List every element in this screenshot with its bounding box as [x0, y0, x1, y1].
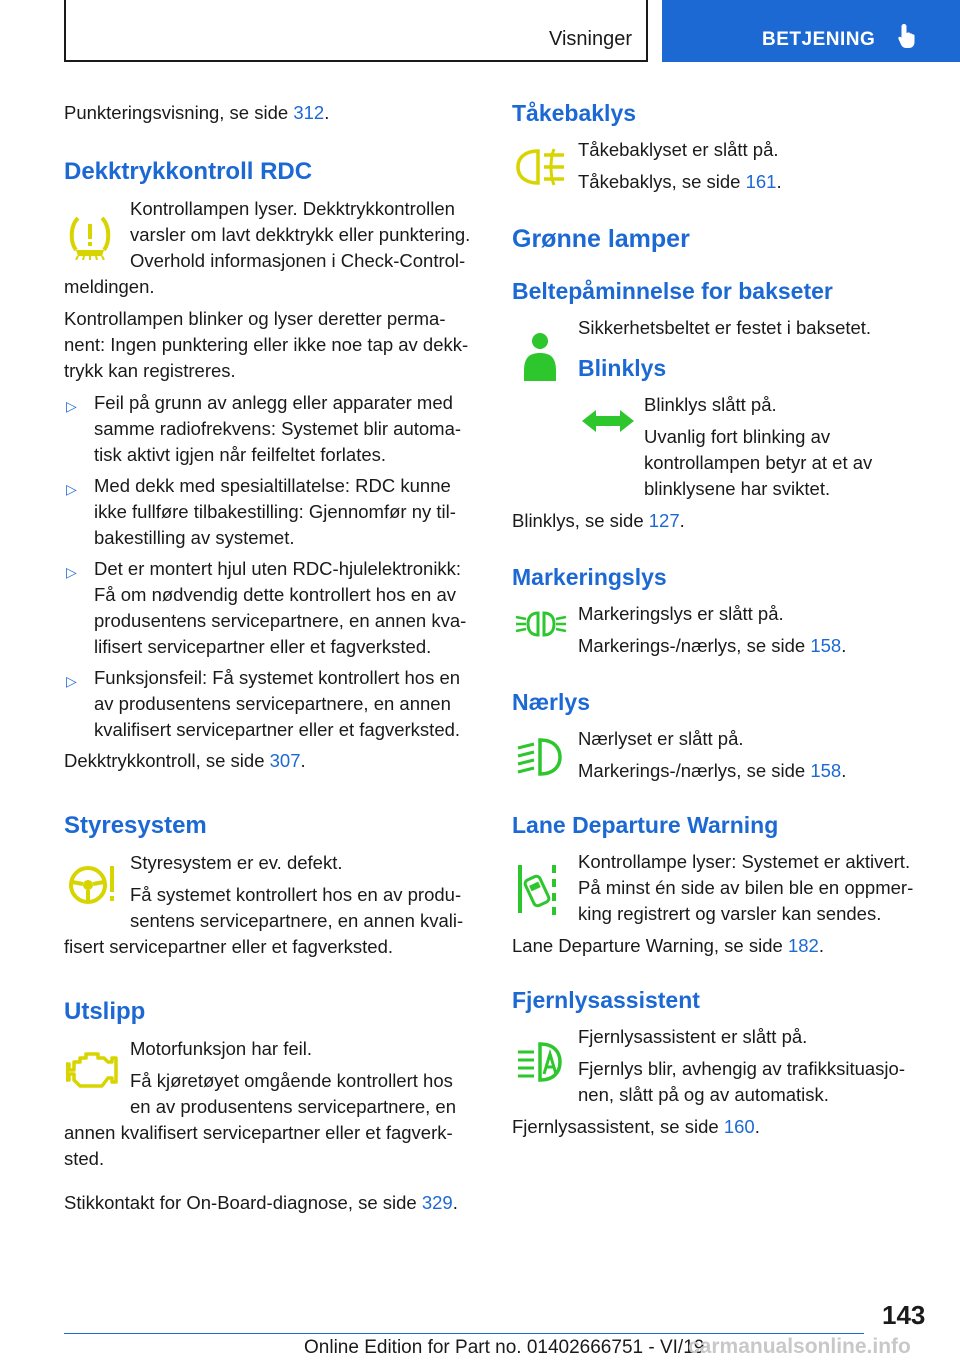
page-link[interactable]: 307	[269, 750, 301, 771]
page-link[interactable]: 312	[293, 102, 325, 123]
green-lamps-heading: Grønne lamper	[512, 225, 690, 253]
parking-heading: Markeringslys	[512, 564, 667, 590]
hba-ref: Fjernlysassistent, se side 160.	[512, 1116, 760, 1137]
header-chapter-title: BETJENING	[762, 29, 876, 50]
footer-edition: Online Edition for Part no. 01402666751 - VI/19	[304, 1337, 705, 1358]
page-link[interactable]: 158	[810, 635, 842, 656]
rdc-icon-wrap	[64, 196, 130, 272]
list-item: ▷ Feil på grunn av anlegg eller apparater med samme radiofrekvens: Systemet blir automatisk aktivt igjen når feilfeltet forlates.	[66, 392, 462, 465]
turn-ref: Blinklys, se side 127.	[512, 510, 685, 531]
steering-wheel-warning-icon	[66, 862, 118, 908]
triangle-bullet-icon: ▷	[66, 481, 77, 497]
rdc-ref: Dekktrykkontroll, se side 307.	[64, 750, 306, 771]
tire-pressure-warning-icon	[66, 212, 114, 260]
watermark: carmanualsonline.info	[688, 1335, 911, 1358]
page-link[interactable]: 158	[810, 760, 842, 781]
page-link[interactable]: 182	[787, 935, 819, 956]
low-beam-heading: Nærlys	[512, 689, 590, 715]
emission-icon-wrap	[64, 1036, 130, 1102]
parking-lights-icon	[514, 609, 568, 639]
seat-belt-person-icon	[520, 331, 568, 391]
fog-text1: Tåkebaklyset er slått på.	[578, 139, 779, 160]
page-link[interactable]: 329	[421, 1192, 453, 1213]
emission-text1: Motorfunksjon har feil.	[130, 1038, 313, 1059]
hba-text2: Fjernlys blir, avhengig av trafikksituasjonen, slått på og av automatisk.	[578, 1058, 905, 1105]
emission-ref: Stikkontakt for On-Board-diagnose, se side 329.	[64, 1192, 458, 1213]
page-number: 143	[882, 1300, 926, 1330]
parking-text2: Markerings-/nærlys, se side 158.	[578, 635, 847, 656]
fog-text2: Tåkebaklys, se side 161.	[578, 171, 782, 192]
rdc-text2: Kontrollampen blinker og lyser deretter permanent: Ingen punktering eller ikke noe tap av dekktrykk kan registreres.	[64, 308, 469, 381]
triangle-bullet-icon: ▷	[66, 564, 77, 580]
left-column	[64, 100, 478, 1216]
turn-icon-wrap	[578, 392, 644, 474]
low-beam-icon-wrap	[512, 726, 578, 780]
page-link[interactable]: 161	[745, 171, 777, 192]
steering-icon-wrap	[64, 850, 130, 914]
emission-heading: Utslipp	[64, 998, 146, 1025]
hba-text1: Fjernlysassistent er slått på.	[578, 1026, 808, 1047]
turn-heading: Blinklys	[578, 355, 667, 381]
page-link[interactable]: 127	[648, 510, 680, 531]
belt-heading: Beltepåminnelse for bakseter	[512, 278, 833, 304]
low-beam-text2: Markerings-/nærlys, se side 158.	[578, 760, 847, 781]
engine-warning-icon	[66, 1050, 120, 1090]
lane-icon-wrap	[512, 849, 578, 929]
footer-divider	[64, 1333, 864, 1334]
fog-heading: Tåkebaklys	[512, 100, 637, 126]
low-beam-icon	[514, 736, 564, 778]
tire-display-ref: Punkteringsvisning, se side 312.	[64, 102, 330, 123]
rdc-heading: Dekktrykkontroll RDC	[64, 158, 313, 185]
high-beam-assistant-icon	[514, 1036, 566, 1084]
turn-signal-arrows-icon	[580, 406, 636, 436]
hba-icon-wrap	[512, 1024, 578, 1100]
rdc-text: Kontrollampen lyser. Dekktrykkontrollen varsler om lavt dekktrykk eller punktering. Overhold informasjonen i Check-Control-meldingen.	[64, 198, 471, 297]
list-item: ▷ Funksjonsfeil: Få systemet kontrollert hos en av produsentens servicepartnere, en annen kvalifisert servicepartner eller et fagverksted.	[66, 667, 461, 740]
steering-heading: Styresystem	[64, 812, 207, 839]
lane-text: Kontrollampe lyser: Systemet er aktivert. På minst én side av bilen ble en oppmerking registrert og varsler kan sendes.	[578, 851, 914, 924]
page-link[interactable]: 160	[723, 1116, 755, 1137]
rdc-bullet-list	[64, 390, 478, 743]
parking-text1: Markeringslys er slått på.	[578, 603, 784, 624]
low-beam-text1: Nærlyset er slått på.	[578, 728, 744, 749]
triangle-bullet-icon: ▷	[66, 673, 77, 689]
rear-fog-light-icon	[514, 147, 566, 187]
lane-ref: Lane Departure Warning, se side 182.	[512, 935, 824, 956]
steering-text2: Få systemet kontrollert hos en av produsentens servicepartnere, en annen kvalifisert servicepartner eller et fagverksted.	[64, 884, 464, 957]
fog-icon-wrap	[512, 137, 578, 191]
turn-text1: Blinklys slått på.	[644, 394, 777, 415]
triangle-bullet-icon: ▷	[66, 398, 77, 414]
lane-heading: Lane Departure Warning	[512, 812, 779, 838]
parking-icon-wrap	[512, 601, 578, 655]
header-section-title: Visninger	[548, 28, 632, 50]
list-item: ▷ Med dekk med spesialtillatelse: RDC kunne ikke fullføre tilbakestilling: Gjennomfør ny tilbakestilling av systemet.	[66, 475, 456, 548]
emission-text2: Få kjøretøyet omgående kontrollert hos en av produsentens servicepartnere, en annen kvalifisert servicepartner eller et fagverksted.	[64, 1070, 457, 1169]
header-chapter-box[interactable]	[662, 0, 960, 62]
header-section-box	[64, 0, 648, 62]
steering-text1: Styresystem er ev. defekt.	[130, 852, 343, 873]
belt-text: Sikkerhetsbeltet er festet i baksetet.	[578, 317, 872, 338]
right-column	[512, 100, 926, 1140]
hba-heading: Fjernlysassistent	[512, 987, 700, 1013]
pointing-hand-icon	[898, 22, 920, 50]
lane-departure-icon	[514, 861, 562, 921]
list-item: ▷ Det er montert hjul uten RDC-hjulelektronikk: Få om nødvendig dette kontrollert hos en av produsentens servicepartnere, en annen kvalifisert servicepartner eller et fagverksted.	[66, 558, 467, 657]
belt-icon-wrap	[512, 315, 578, 397]
turn-text2: Uvanlig fort blinking av kontrollampen betyr at et av blinklysene har sviktet.	[644, 426, 873, 499]
